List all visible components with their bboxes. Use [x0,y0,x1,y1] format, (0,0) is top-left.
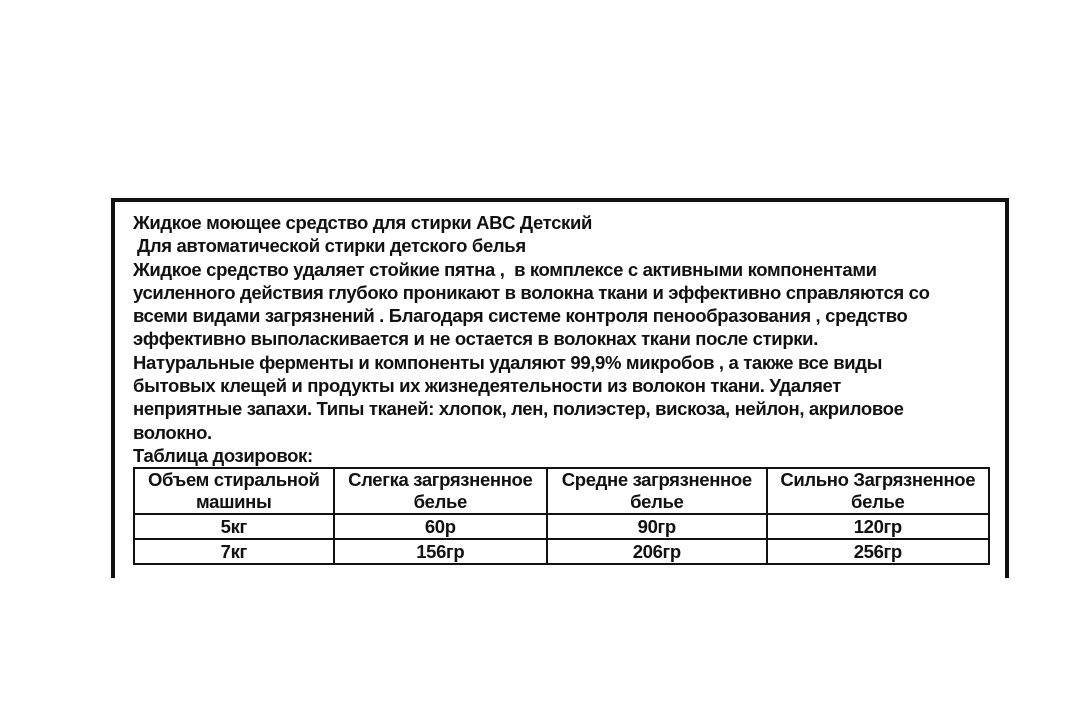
table-cell: 206гр [547,539,766,564]
header-machine-volume: Объем стиральной машины [134,468,334,514]
description-line: всеми видами загрязнений . Благодаря системе контроля пенообразования , средство [133,305,908,327]
description-line: усиленного действия глубоко проникают в волокна ткани и эффективно справляются со [133,281,930,303]
label-content [133,211,995,565]
header-heavy-soil: Сильно Загрязненное белье [767,468,990,514]
table-row [134,539,989,564]
table-caption: Таблица дозировок: [133,444,313,466]
description-line: волокно. [133,421,212,443]
table-cell: 5кг [134,514,334,539]
table-cell: 7кг [134,539,334,564]
description-line: Жидкое средство удаляет стойкие пятна , в комплексе с активными компонентами [133,258,877,280]
description-line: неприятные запахи. Типы тканей: хлопок, лен, полиэстер, вискоза, нейлон, акриловое [133,398,904,420]
header-light-soil: Слегка загрязненное белье [334,468,548,514]
header-medium-soil: Средне загрязненное белье [547,468,766,514]
description-line: Натуральные ферменты и компоненты удаляют 99,9% микробов , а также все виды [133,351,883,373]
dosage-table [133,467,990,565]
table-row [134,514,989,539]
product-label-panel [111,198,1009,578]
product-title: Жидкое моющее средство для стирки ABC Детский [133,212,592,233]
table-cell: 256гр [767,539,990,564]
table-cell: 90гр [547,514,766,539]
table-cell: 156гр [334,539,548,564]
description-line: эффективно выполаскивается и не остается в волокнах ткани после стирки. [133,328,818,350]
table-cell: 120гр [767,514,990,539]
table-cell: 60р [334,514,548,539]
table-header-row [134,468,989,514]
product-subtitle: Для автоматической стирки детского белья [137,235,526,257]
description-line: бытовых клещей и продукты их жизнедеятельности из волокон ткани. Удаляет [133,375,841,397]
